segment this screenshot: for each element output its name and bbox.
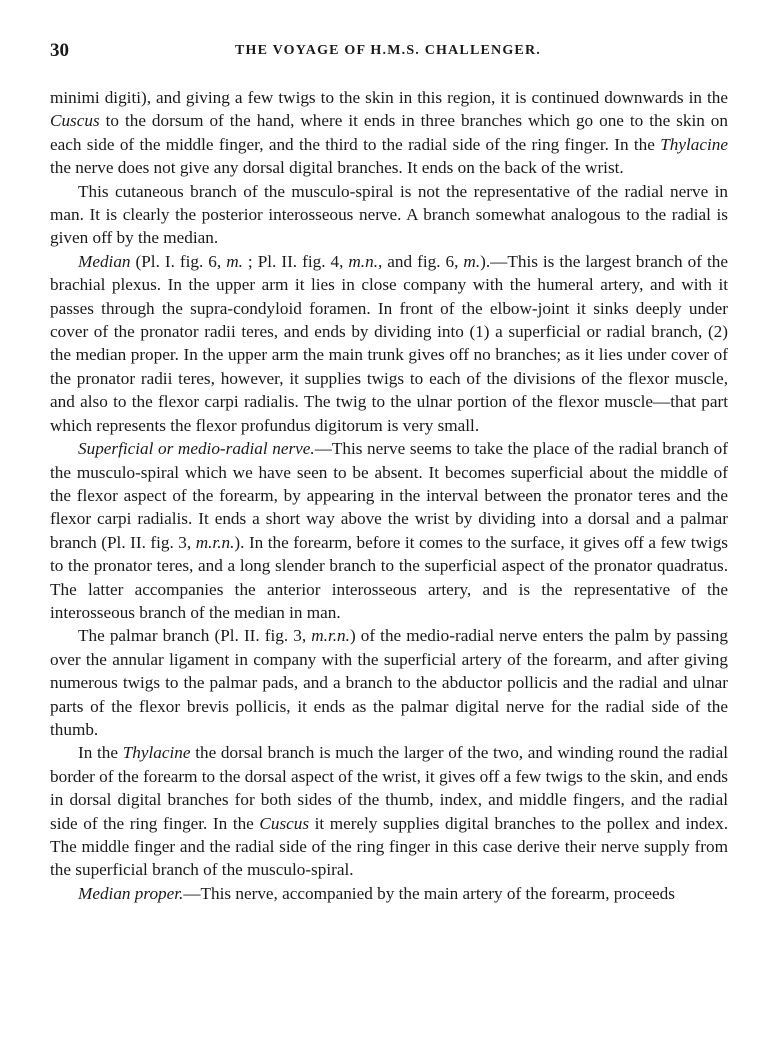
text-segment: (Pl. I. fig. 6,	[130, 251, 227, 271]
text-segment-italic: m.n.	[348, 251, 378, 271]
paragraph-dorsal-branch	[50, 741, 728, 881]
text-segment: ; Pl. II. fig. 4,	[242, 251, 349, 271]
running-title: THE VOYAGE OF H.M.S. CHALLENGER.	[235, 43, 541, 58]
text-segment: , and fig. 6,	[378, 251, 464, 271]
text-segment: The palmar branch (Pl. II. fig. 3,	[78, 626, 312, 646]
text-segment-italic: Thylacine	[660, 134, 728, 154]
text-segment-italic: Median	[78, 251, 131, 271]
paragraph-median	[50, 250, 728, 437]
text-segment: This cutaneous branch of the musculo-spiral is not the representative of the radial nerve in man. It is clearly the posterior interosseous nerve. A branch somewhat analogous to the radial is given off by the median.	[50, 181, 728, 248]
text-segment: ).—This is the largest branch of the brachial plexus. In the upper arm it lies in close company with the humeral artery, and with it passes through the supra-condyloid foramen. In front of the elbow-joint it sinks deeply under cover of the pronator radii teres, and ends by dividing into (1) a superficial or radial branch, (2) the median proper. In the upper arm the main trunk gives off no branches; as it lies under cover of the pronator radii teres, however, it supplies twigs to each of the divisions of the flexor muscle, and also to the flexor carpi radialis. The twig to the ulnar portion of the flexor muscle—that part which represents the flexor profundus digitorum is very small.	[50, 251, 728, 435]
text-segment: ). In the forearm, before it comes to the surface, it gives off a few twigs to the pronator teres, and a long slender branch to the superficial aspect of the pronator quadratus. The latter accompanies the anterior interosseous artery, and is the representative of the interosseous branch of the median in man.	[50, 532, 728, 622]
text-segment: to the dorsum of the hand, where it ends in three branches which go one to the skin on each side of the middle finger, and the third to the radial side of the ring finger. In the	[50, 111, 728, 154]
text-segment-italic: Superficial or medio-radial nerve.	[78, 439, 315, 459]
text-segment: —This nerve seems to take the place of the radial branch of the musculo-spiral which we have seen to be absent. It becomes superficial about the middle of the flexor aspect of the forearm, by appearing in the interval between the pronator teres and the flexor carpi radialis. It ends a short way above the wrist by dividing into a dorsal and a palmar branch (Pl. II. fig. 3,	[50, 439, 728, 552]
page-number: 30	[50, 40, 69, 61]
text-segment: minimi digiti), and giving a few twigs to the skin in this region, it is continued downwards in the	[50, 88, 728, 107]
text-segment-italic: m.	[226, 251, 243, 271]
text-segment-italic: Thylacine	[122, 743, 191, 763]
page-header	[50, 40, 726, 64]
paragraph-1	[50, 86, 728, 180]
body-text	[50, 86, 728, 905]
text-segment-italic: m.r.n.	[195, 532, 235, 552]
text-segment: —This nerve, accompanied by the main artery of the forearm, proceeds	[183, 883, 675, 903]
paragraph-palmar-branch	[50, 624, 728, 741]
text-segment-italic: Median proper.	[78, 883, 184, 903]
text-segment-italic: m.	[463, 251, 481, 271]
text-segment: the dorsal branch is much the larger of the two, and winding round the radial border of the forearm to the dorsal aspect of the wrist, it gives off a few twigs to the skin, and ends in dorsal digital branches for both sides of the thumb, index, and middle fingers, and the radial side of the ring finger. In the	[50, 743, 728, 833]
paragraph-medio-radial	[50, 437, 728, 624]
text-segment-italic: m.r.n.	[311, 626, 350, 646]
text-segment-italic: Cuscus	[259, 813, 310, 833]
text-segment-italic: Cuscus	[50, 111, 100, 131]
text-segment: ) of the medio-radial nerve enters the palm by passing over the annular ligament in company with the superficial artery of the forearm, and after giving numerous twigs to the palmar pads, and a branch to the abductor pollicis and the radial and ulnar parts of the flexor brevis pollicis, it ends as the palmar digital nerve for the radial side of the thumb.	[50, 626, 728, 739]
paragraph-median-proper	[50, 882, 728, 905]
text-segment: In the	[78, 743, 123, 763]
text-segment: the nerve does not give any dorsal digital branches. It ends on the back of the wrist.	[50, 158, 624, 178]
text-segment: it merely supplies digital branches to the pollex and index. The middle finger and the radial side of the ring finger in this case derive their nerve supply from the superficial branch of the musculo-spiral.	[50, 813, 728, 880]
paragraph-2	[50, 180, 728, 250]
